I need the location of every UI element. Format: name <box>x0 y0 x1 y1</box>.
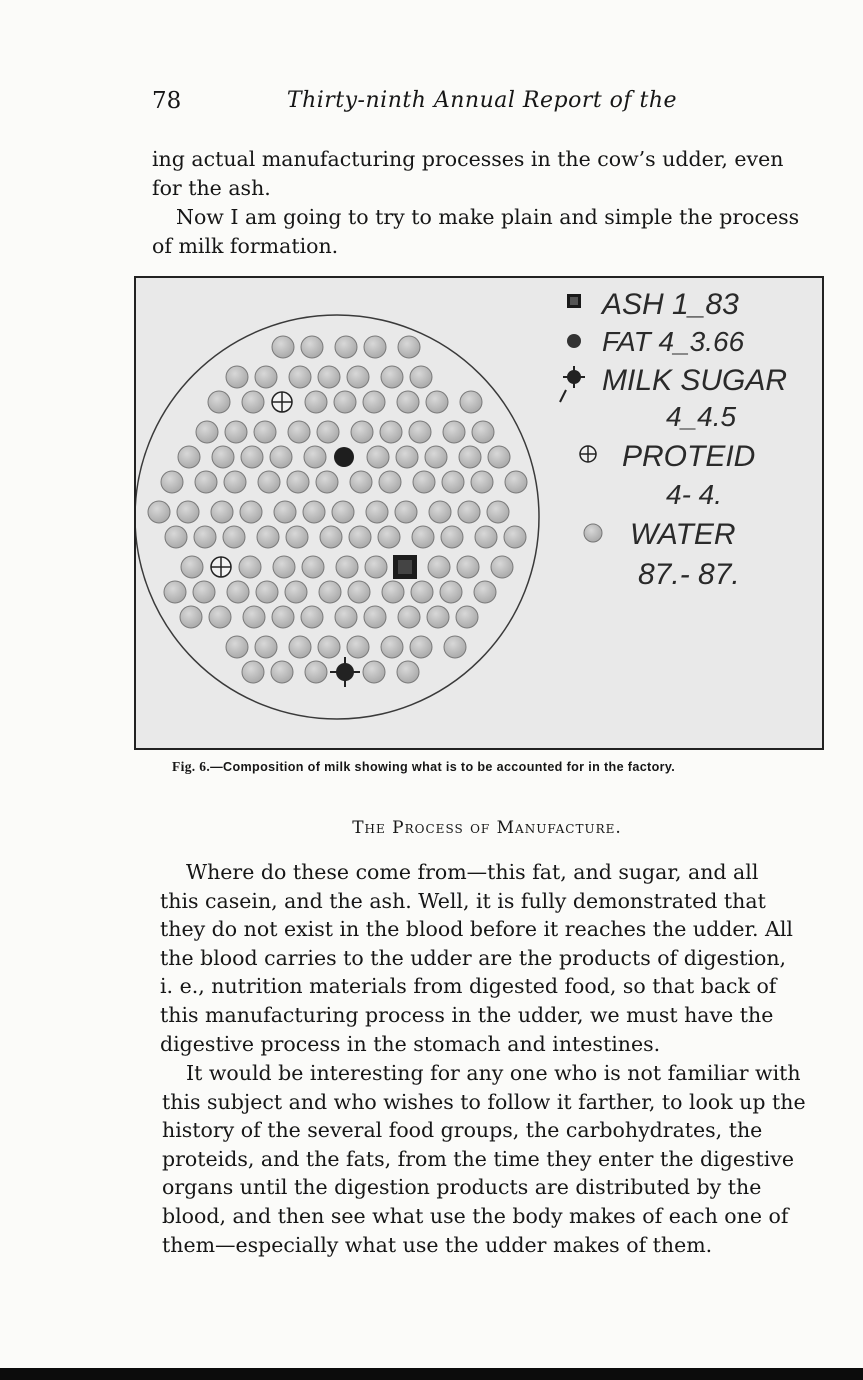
legend-water-value: 87.- 87. <box>638 558 740 591</box>
water-particle <box>212 446 234 468</box>
fat-particle <box>334 447 354 467</box>
water-particle <box>178 446 200 468</box>
legend-proteid-value: 4- 4. <box>666 479 723 510</box>
water-particle <box>397 391 419 413</box>
water-particle <box>488 446 510 468</box>
ash-square-icon <box>567 294 581 308</box>
paragraph-1 <box>152 145 804 202</box>
page-number: 78 <box>152 88 182 114</box>
water-particle <box>208 391 230 413</box>
water-particle <box>272 606 294 628</box>
water-particle <box>347 636 369 658</box>
water-particle <box>444 636 466 658</box>
water-particle <box>165 526 187 548</box>
water-particle <box>257 526 279 548</box>
water-particle <box>288 421 310 443</box>
text-line: this subject and who wishes to follow it farther, to look up the <box>162 1089 806 1114</box>
water-particle <box>456 606 478 628</box>
water-particle <box>381 366 403 388</box>
water-particle <box>397 661 419 683</box>
water-particle <box>285 581 307 603</box>
water-particle <box>148 501 170 523</box>
water-particle <box>255 636 277 658</box>
water-particle <box>211 501 233 523</box>
water-particle <box>365 556 387 578</box>
paragraph-2 <box>152 203 804 260</box>
paragraph-3 <box>160 858 812 1058</box>
water-particle <box>196 421 218 443</box>
legend-fat-label: FAT 4_3.66 <box>602 326 745 357</box>
figure-label: Fig. 6. <box>172 759 211 774</box>
water-particle <box>425 446 447 468</box>
water-circle-icon <box>584 524 602 542</box>
water-particle <box>180 606 202 628</box>
page-bottom-edge <box>0 1368 863 1380</box>
water-particle <box>226 366 248 388</box>
text-line: digestive process in the stomach and intestines. <box>160 1031 661 1056</box>
water-particle <box>209 606 231 628</box>
water-particle <box>348 581 370 603</box>
water-particle <box>460 391 482 413</box>
paragraph-4 <box>162 1059 814 1259</box>
water-particle <box>223 526 245 548</box>
water-particle <box>395 501 417 523</box>
proteid-particle <box>272 392 292 412</box>
water-particle <box>271 661 293 683</box>
water-particle <box>504 526 526 548</box>
water-particle <box>398 336 420 358</box>
water-particle <box>241 446 263 468</box>
water-particle <box>364 606 386 628</box>
water-particle <box>334 391 356 413</box>
water-particle <box>381 636 403 658</box>
text-line: this manufacturing process in the udder, we must have the <box>160 1002 774 1027</box>
water-particle <box>254 421 276 443</box>
proteid-cross-icon <box>580 446 596 462</box>
section-heading: The Process of Manufacture. <box>352 818 622 838</box>
water-particle <box>243 606 265 628</box>
water-particle <box>474 581 496 603</box>
water-particle <box>318 636 340 658</box>
legend-milk-sugar-label: MILK SUGAR <box>602 364 788 397</box>
water-particle <box>289 636 311 658</box>
water-particle <box>272 336 294 358</box>
water-particle <box>487 501 509 523</box>
water-particle <box>458 501 480 523</box>
water-particle <box>303 501 325 523</box>
water-particle <box>177 501 199 523</box>
water-particle <box>304 446 326 468</box>
water-particle <box>410 366 432 388</box>
water-particle <box>380 421 402 443</box>
water-particle <box>273 556 295 578</box>
water-particle <box>161 471 183 493</box>
water-particle <box>318 366 340 388</box>
text-line: blood, and then see what use the body makes of each one of <box>162 1203 789 1228</box>
water-particle <box>195 471 217 493</box>
text-line: they do not exist in the blood before it reaches the udder. All <box>160 917 793 942</box>
water-particle <box>459 446 481 468</box>
water-particle <box>317 421 339 443</box>
water-particle <box>382 581 404 603</box>
water-particle <box>398 606 420 628</box>
particles-group <box>148 336 527 687</box>
water-particle <box>270 446 292 468</box>
water-particle <box>258 471 280 493</box>
water-particle <box>319 581 341 603</box>
water-particle <box>471 471 493 493</box>
caption-text: —Composition of milk showing what is to be accounted for in the factory. <box>210 760 676 774</box>
water-particle <box>242 661 264 683</box>
water-particle <box>413 471 435 493</box>
water-particle <box>472 421 494 443</box>
milk-sugar-star-icon <box>560 366 585 402</box>
legend-water-label: WATER <box>630 518 736 551</box>
text-line: proteids, and the fats, from the time they enter the digestive <box>162 1146 795 1171</box>
water-particle <box>363 391 385 413</box>
water-particle <box>332 501 354 523</box>
water-particle <box>224 471 246 493</box>
water-particle <box>240 501 262 523</box>
text-line: history of the several food groups, the carbohydrates, the <box>162 1118 763 1143</box>
water-particle <box>379 471 401 493</box>
figure-caption <box>172 759 812 775</box>
text-line: the blood carries to the udder are the products of digestion, <box>160 945 787 970</box>
water-particle <box>335 606 357 628</box>
ash-particle <box>393 555 417 579</box>
legend-ash-label: ASH 1_83 <box>602 288 739 321</box>
proteid-particle <box>211 557 231 577</box>
water-particle <box>412 526 434 548</box>
water-particle <box>193 581 215 603</box>
water-particle <box>429 501 451 523</box>
water-particle <box>305 661 327 683</box>
water-particle <box>316 471 338 493</box>
water-particle <box>491 556 513 578</box>
water-particle <box>289 366 311 388</box>
water-particle <box>226 636 248 658</box>
water-particle <box>302 556 324 578</box>
water-particle <box>443 421 465 443</box>
water-particle <box>286 526 308 548</box>
text-line: of milk formation. <box>152 233 339 258</box>
milk-composition-figure <box>134 276 824 750</box>
milk-sugar-particle <box>330 657 360 687</box>
water-particle <box>274 501 296 523</box>
water-particle <box>364 336 386 358</box>
text-line: this casein, and the ash. Well, it is fully demonstrated that <box>160 888 766 913</box>
water-particle <box>301 336 323 358</box>
water-particle <box>255 366 277 388</box>
water-particle <box>410 636 432 658</box>
text-line: organs until the digestion products are distributed by the <box>162 1175 762 1200</box>
water-particle <box>349 526 371 548</box>
fat-dot-icon <box>567 334 581 348</box>
water-particle <box>256 581 278 603</box>
water-particle <box>366 501 388 523</box>
water-particle <box>505 471 527 493</box>
water-particle <box>411 581 433 603</box>
water-particle <box>320 526 342 548</box>
text-line: ing actual manufacturing processes in the cow’s udder, even <box>152 147 784 171</box>
text-line: them—especially what use the udder makes of them. <box>162 1232 713 1257</box>
water-particle <box>475 526 497 548</box>
text-line: for the ash. <box>152 175 271 200</box>
text-line: Where do these come from—this fat, and sugar, and all <box>186 860 759 884</box>
water-particle <box>301 606 323 628</box>
water-particle <box>227 581 249 603</box>
water-particle <box>287 471 309 493</box>
water-particle <box>428 556 450 578</box>
water-particle <box>363 661 385 683</box>
water-particle <box>239 556 261 578</box>
water-particle <box>457 556 479 578</box>
text-line: It would be interesting for any one who is not familiar with <box>186 1061 801 1085</box>
text-line: Now I am going to try to make plain and simple the process <box>176 205 800 229</box>
water-particle <box>347 366 369 388</box>
legend-proteid-label: PROTEID <box>622 440 756 473</box>
water-particle <box>440 581 462 603</box>
water-particle <box>378 526 400 548</box>
text-line: i. e., nutrition materials from digested food, so that back of <box>160 974 777 999</box>
water-particle <box>427 606 449 628</box>
water-particle <box>335 336 357 358</box>
water-particle <box>336 556 358 578</box>
water-particle <box>441 526 463 548</box>
water-particle <box>409 421 431 443</box>
water-particle <box>426 391 448 413</box>
water-particle <box>194 526 216 548</box>
water-particle <box>442 471 464 493</box>
water-particle <box>396 446 418 468</box>
running-title: Thirty-ninth Annual Report of the <box>286 88 678 113</box>
water-particle <box>350 471 372 493</box>
water-particle <box>225 421 247 443</box>
water-particle <box>164 581 186 603</box>
legend-milk-sugar-value: 4_4.5 <box>666 401 737 432</box>
water-particle <box>367 446 389 468</box>
water-particle <box>305 391 327 413</box>
page-header <box>152 88 812 120</box>
water-particle <box>242 391 264 413</box>
water-particle <box>351 421 373 443</box>
water-particle <box>181 556 203 578</box>
legend <box>560 288 787 591</box>
milk-diagram <box>136 278 822 748</box>
